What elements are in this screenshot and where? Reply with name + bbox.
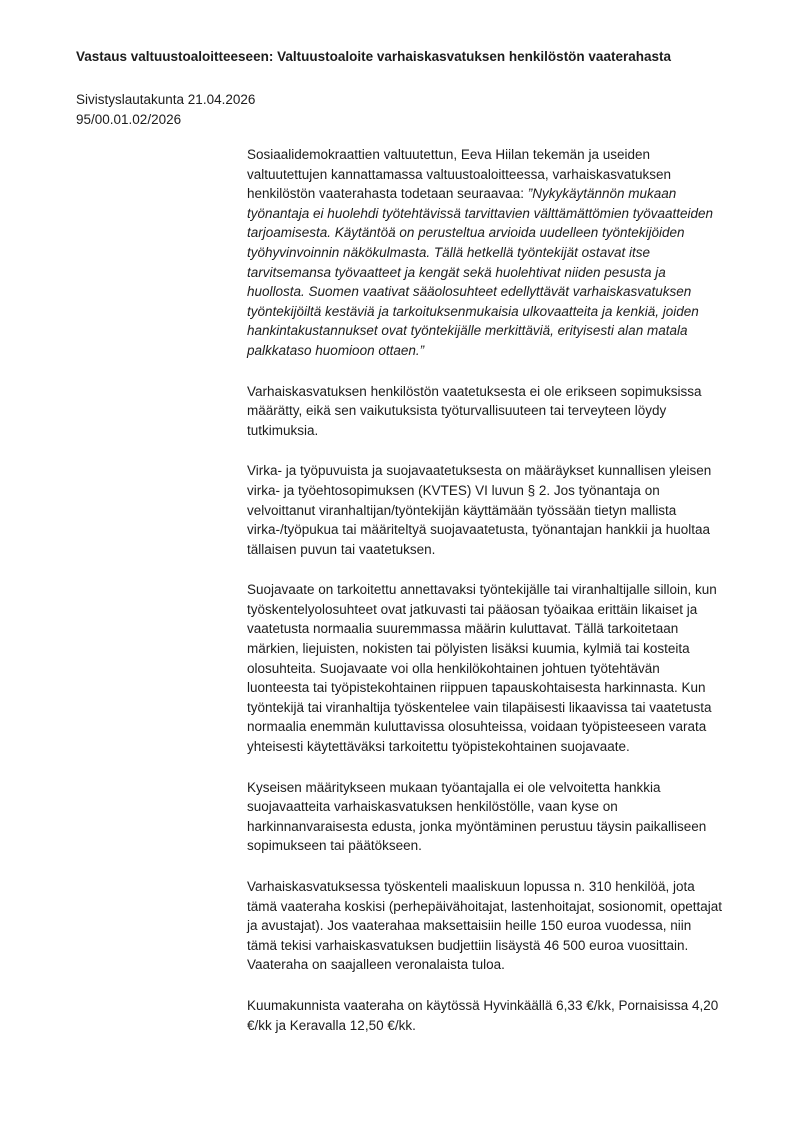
lead-paragraph <box>247 145 725 361</box>
initiative-quote: ”Nykykäytännön mukaan työnantaja ei huolehdi työtehtävissä tarvittavien välttämättömien työvaatteiden tarjoamisesta. Käytäntöä on perusteltua arvioida uudelleen työntekijöiden työhyvinvoinnin näkökulmasta. Tällä hetkellä työntekijät ostavat itse tarvitsemansa työvaatteet ja kengät sekä huolehtivat niiden pesusta ja huollosta. Suomen vaativat sääolosuhteet edellyttävät varhaiskasvatuksen työntekijöiltä kestäviä ja tarkoituksenmukaisia ulkovaatteita ja kenkiä, joiden hankintakustannukset ovat työntekijälle merkittäviä, erityisesti alan matala palkkataso huomioon ottaen.” <box>247 186 714 358</box>
paragraph-kustannusarvio: Varhaiskasvatuksessa työskenteli maaliskuun lopussa n. 310 henkilöä, jota tämä vaateraha koskisi (perhepäivähoitajat, lastenhoitajat, sosionomit, opettajat ja avustajat). Jos vaaterahaa maksettaisiin heille 150 euroa vuodessa, niin tämä tekisi varhaiskasvatuksen budjettiin lisäystä 46 500 euroa vuosittain. Vaateraha on saajalleen veronalaista tuloa. <box>247 879 723 973</box>
diary-number: 95/00.01.02/2026 <box>76 111 182 127</box>
paragraph-suojavaate-maarittely: Suojavaate on tarkoitettu annettavaksi työntekijälle tai viranhaltijalle silloin, kun työskentelyolosuhteet ovat jatkuvasti tai pääosan työaikaa erittäin likaiset ja vaatetusta normaalia suuremmassa määrin kuluttavat. Tällä tarkoitetaan märkien, liejuisten, nokisten tai pölyisten lisäksi kuumia, kylmiä tai kosteita olosuhteita. Suojavaate voi olla henkilökohtainen johtuen työtehtävän luonteesta tai työpistekohtainen riippuen tapauskohtaisesta harkinnasta. Kun työntekijä tai viranhaltija työskentelee vain tilapäisesti likaavissa tai vaatetusta normaalia enemmän kuluttavissa olosuhteissa, voidaan työpisteeseen varata yhteisesti käytettäväksi tarkoitettu työpistekohtainen suojavaate. <box>247 582 717 755</box>
paragraph-harkinnanvarainen-etu: Kyseisen määritykseen mukaan työantajalla ei ole velvoitetta hankkia suojavaatteita varhaiskasvatuksen henkilöstölle, vaan kyse on harkinnanvaraisesta edusta, jonka myöntäminen perustuu täysin paikalliseen sopimukseen tai päätökseen. <box>247 779 707 854</box>
paragraph-kvtes-maaraykset: Virka- ja työpuvuista ja suojavaatetuksesta on määräykset kunnallisen yleisen virka- ja työehtosopimuksen (KVTES) VI luvun § 2. Jos työnantaja on velvoittanut viranhaltijan/työntekijän käyttämään työssään tietyn mallista virka-/työpukua tai määriteltyä suojavaatetusta, työnantajan hankkii ja huoltaa tällaisen puvun tai vaatetuksen. <box>247 463 712 557</box>
committee-date-line: Sivistyslautakunta 21.04.2026 <box>76 92 256 107</box>
document-body <box>247 145 725 1056</box>
document-meta <box>76 90 255 129</box>
document-title: Vastaus valtuustoaloitteeseen: Valtuustoaloite varhaiskasvatuksen henkilöstön vaaterahasta <box>76 49 671 64</box>
paragraph-vertailukunnat: Kuumakunnista vaateraha on käytössä Hyvinkäällä 6,33 €/kk, Pornaisissa 4,20 €/kk ja Keravalla 12,50 €/kk. <box>247 997 719 1033</box>
lead-paragraph-intro: Sosiaalidemokraattien valtuutettun, Eeva Hiilan tekemän ja useiden valtuutettujen kannattamassa valtuustoaloitteessa, varhaiskasvatuksen henkilöstön vaaterahasta todetaan seuraavaa: <box>247 147 671 202</box>
paragraph-vaatetus-sopimukset: Varhaiskasvatuksen henkilöstön vaatetuksesta ei ole erikseen sopimuksissa määrätty, eikä sen vaikutuksista työturvallisuuteen tai terveyteen löydy tutkimuksia. <box>247 383 702 438</box>
